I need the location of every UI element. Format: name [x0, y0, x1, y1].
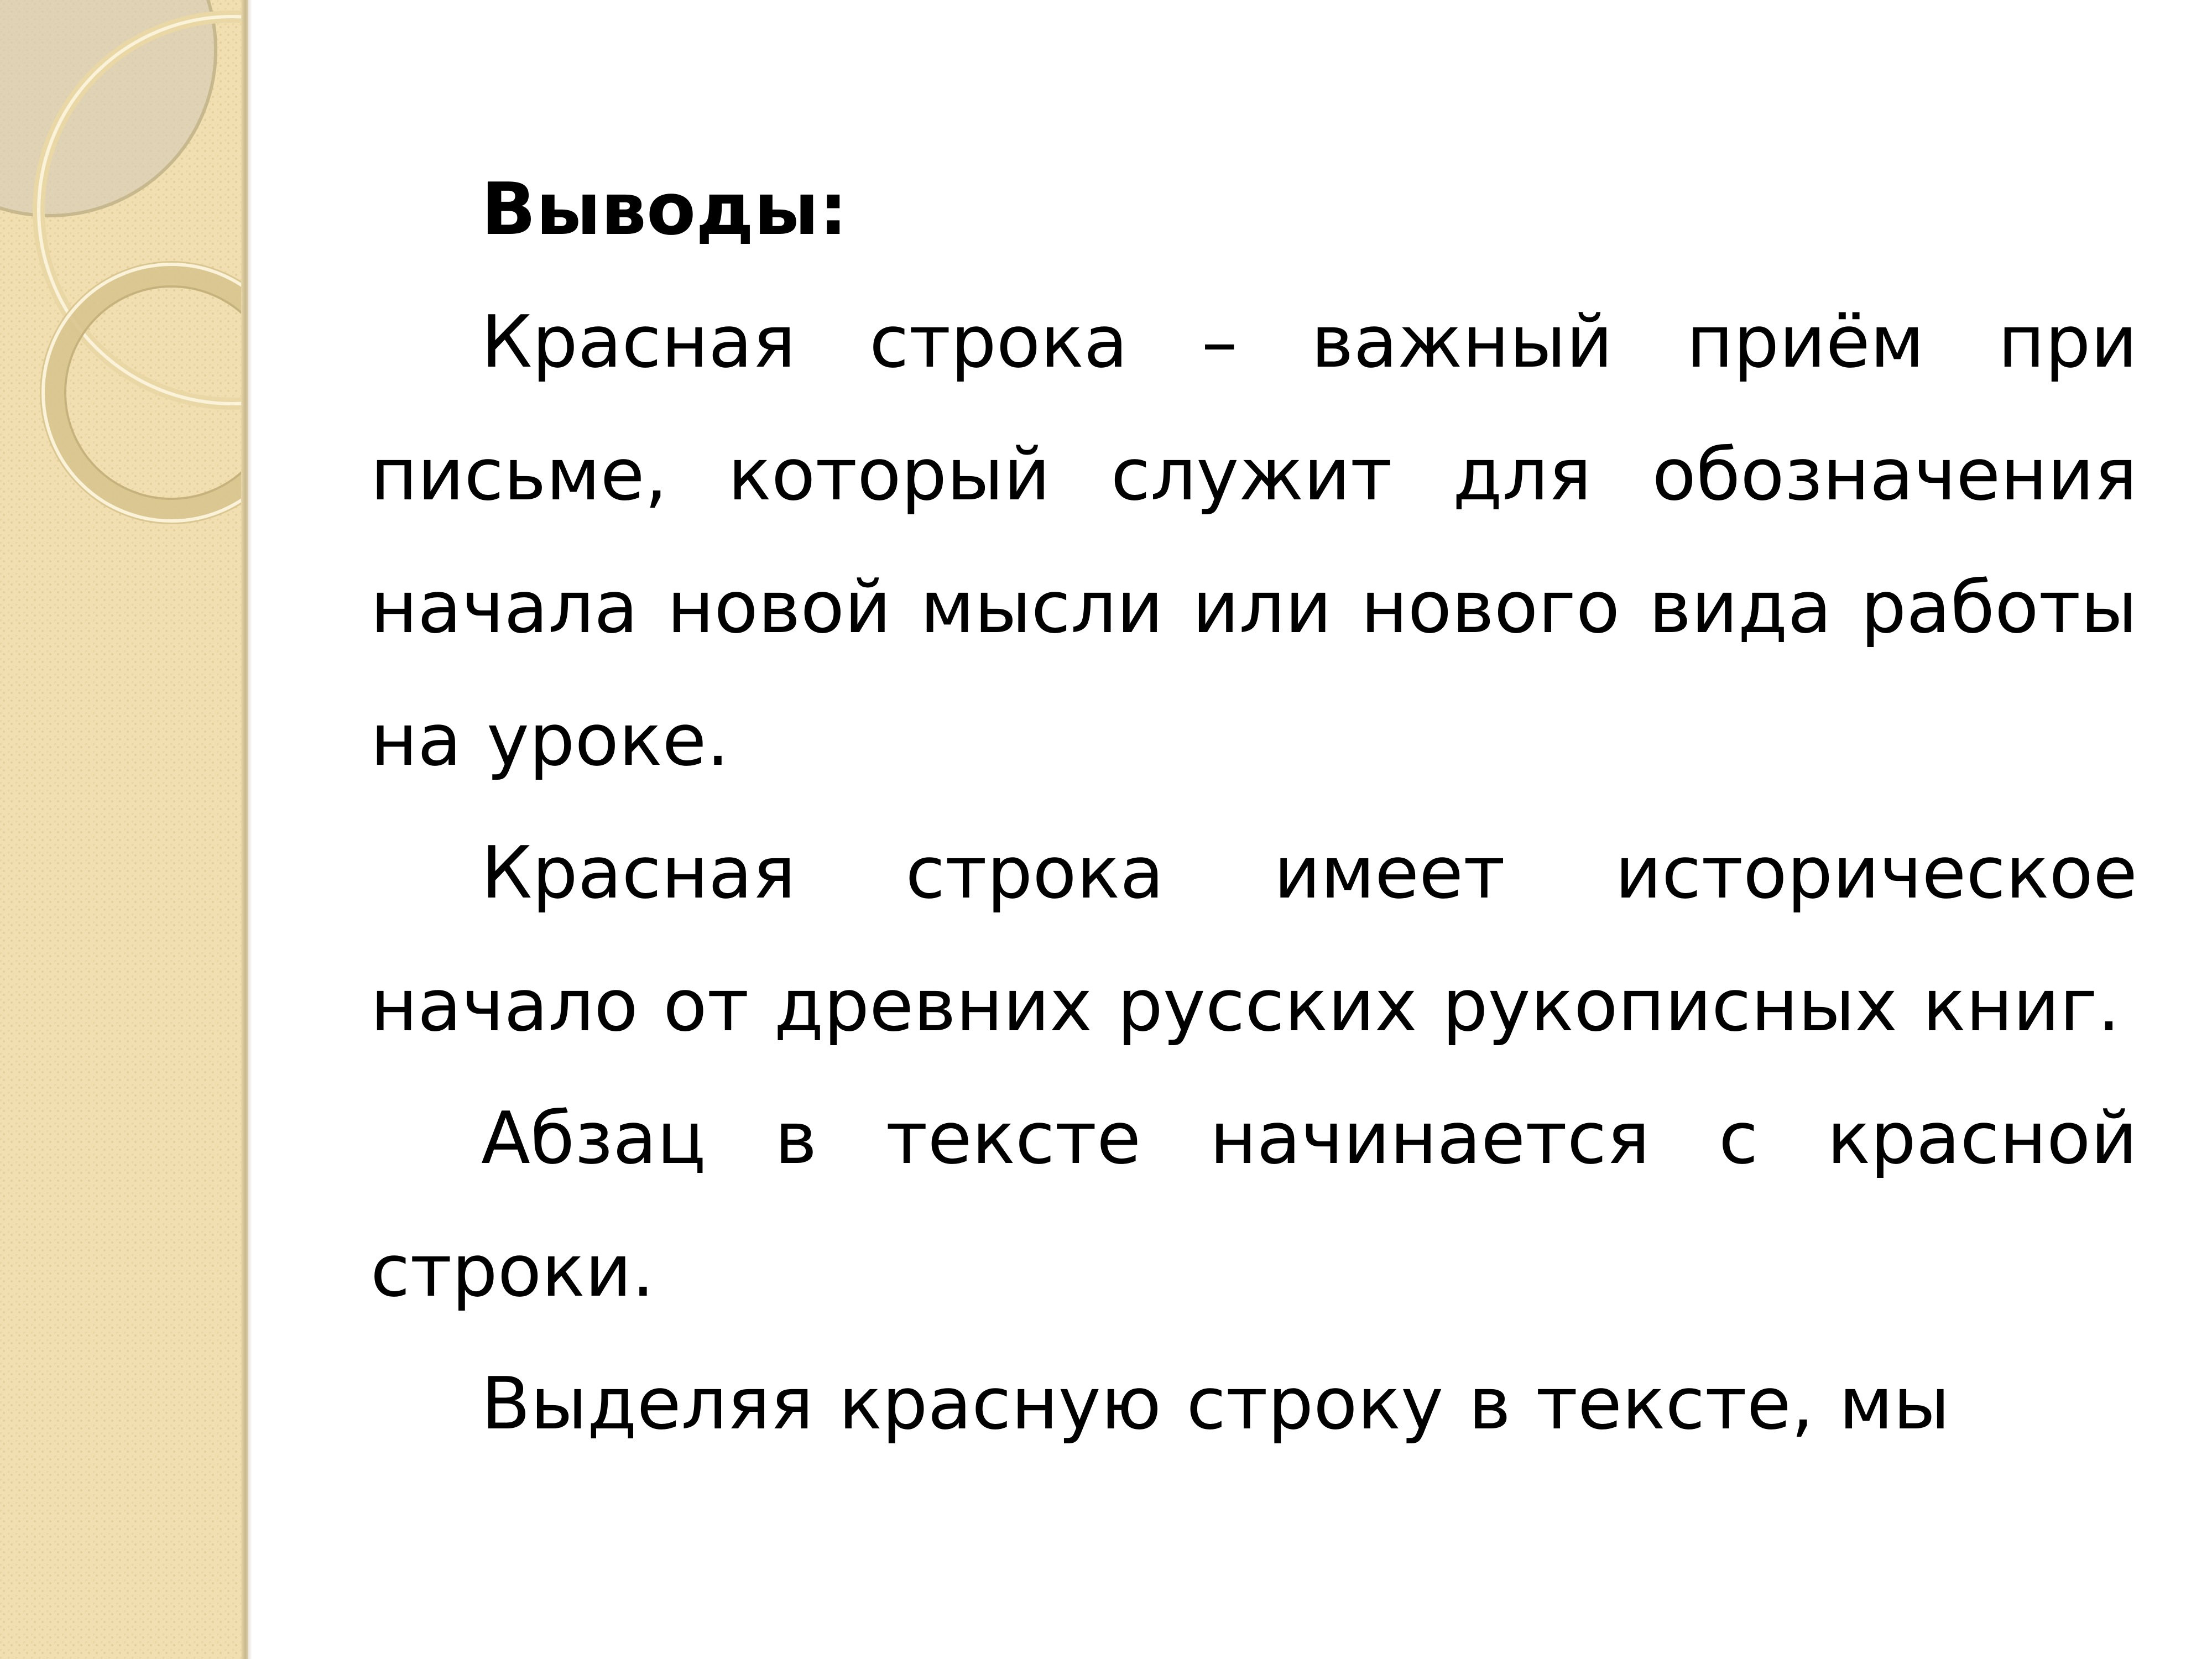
- paragraph-1: Красная строка – важный приём при письме, который служит для обозначения начала новой мысли или нового вида работы на уроке.: [371, 300, 2137, 782]
- paragraph-4: Выделяя красную строку в тексте, мы: [481, 1361, 1950, 1446]
- decorative-rings-icon: [0, 0, 248, 553]
- slide-content: [371, 143, 2137, 1470]
- paragraph-2: Красная строка имеет историческое начало от древних русских рукописных книг.: [371, 831, 2137, 1047]
- decorative-side-panel: [0, 0, 248, 1659]
- panel-shadow: [248, 0, 252, 1659]
- panel-edge-divider: [241, 0, 248, 1659]
- paragraph-3: Абзац в тексте начинается с красной строки.: [371, 1096, 2137, 1313]
- slide-heading: Выводы:: [481, 167, 848, 251]
